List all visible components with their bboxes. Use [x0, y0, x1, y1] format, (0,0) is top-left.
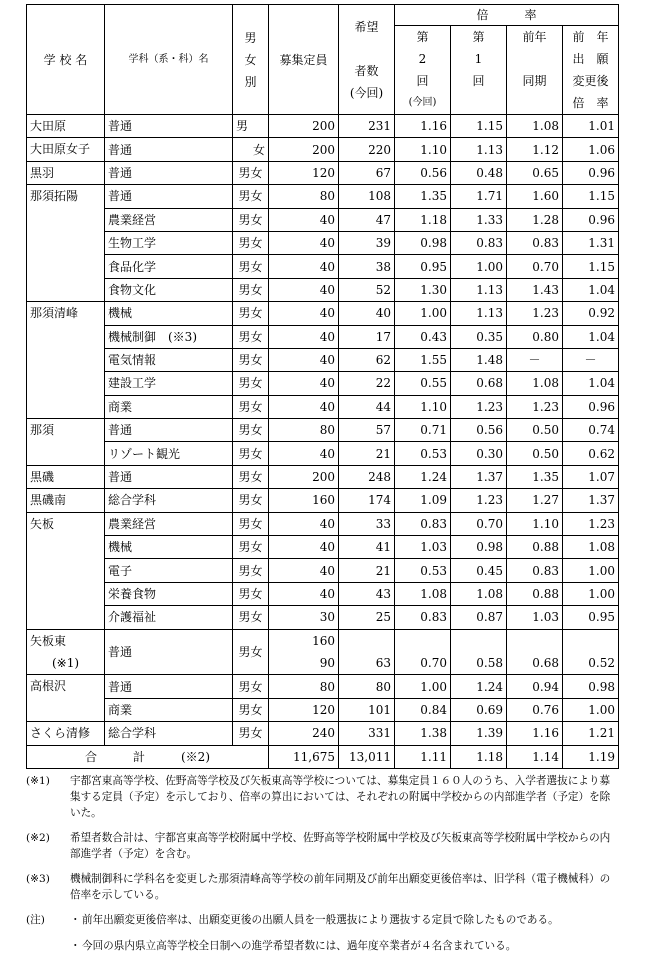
ratio-prev-change: 0.52	[563, 652, 619, 675]
ratio-round2: 1.00	[395, 675, 451, 698]
applicants: 108	[339, 185, 395, 208]
ratio-prev-change: 0.98	[563, 675, 619, 698]
ratio-round2: 0.84	[395, 698, 451, 721]
ratio-round1: 1.71	[451, 185, 507, 208]
gender: 男女	[233, 698, 269, 721]
applicants: 63	[339, 652, 395, 675]
footnote-item: ・ 前年出願変更後倍率は、出願変更後の出願人員を一般選抜により選抜する定員で除したものである。	[70, 913, 559, 926]
header-ratio: 倍 率	[395, 5, 619, 26]
ratio-round2: 0.70	[395, 652, 451, 675]
applicants: 21	[339, 442, 395, 465]
gender: 男女	[233, 419, 269, 442]
header-applicants: 希望 者数 (今回)	[339, 5, 395, 115]
ratio-round1: 0.30	[451, 442, 507, 465]
ratio-prev-change: 0.96	[563, 161, 619, 184]
applicants: 17	[339, 325, 395, 348]
ratio-round2: 0.56	[395, 161, 451, 184]
dept-name: 普通	[105, 419, 233, 442]
dept-name: 商業	[105, 698, 233, 721]
ratio-round1: 0.83	[451, 231, 507, 254]
total-capacity: 11,675	[269, 745, 339, 768]
school-name: 黒磯	[27, 465, 105, 488]
school-name: 黒磯南	[27, 489, 105, 512]
ratio-round1: 0.56	[451, 419, 507, 442]
gender: 男女	[233, 559, 269, 582]
ratio-prev-change: 1.15	[563, 255, 619, 278]
note-mark: (※1)	[26, 774, 50, 787]
applicants: 67	[339, 161, 395, 184]
applicants: 248	[339, 465, 395, 488]
ratio-prev: 0.83	[507, 231, 563, 254]
capacity: 120	[269, 161, 339, 184]
ratio-prev-change: 1.01	[563, 115, 619, 138]
applicants: 52	[339, 278, 395, 301]
ratio-prev: 0.88	[507, 536, 563, 559]
dept-name: 介護福祉	[105, 606, 233, 629]
ratio-round2: 1.24	[395, 465, 451, 488]
gender: 男女	[233, 325, 269, 348]
dept-name: 普通	[105, 185, 233, 208]
gender: 男女	[233, 489, 269, 512]
ratio-prev-change: 1.00	[563, 582, 619, 605]
dept-name: 農業経営	[105, 512, 233, 535]
ratio-prev-change: 1.31	[563, 231, 619, 254]
gender: 男女	[233, 536, 269, 559]
table-row	[27, 559, 619, 582]
ratio-round2: 0.83	[395, 606, 451, 629]
ratio-prev-change: 1.00	[563, 698, 619, 721]
ratio-round2: 1.09	[395, 489, 451, 512]
school-name: 高根沢	[27, 675, 105, 722]
table-total	[27, 745, 619, 768]
ratio-prev: 0.80	[507, 325, 563, 348]
gender: 男女	[233, 231, 269, 254]
capacity-selection: 90	[269, 652, 339, 675]
ratio-round2: 0.71	[395, 419, 451, 442]
ratio-prev: 0.83	[507, 559, 563, 582]
ratio-prev: 0.88	[507, 582, 563, 605]
ratio-round1: 1.24	[451, 675, 507, 698]
capacity: 40	[269, 231, 339, 254]
ratio-round1: 0.48	[451, 161, 507, 184]
capacity: 160	[269, 629, 339, 652]
ratio-prev-change: 1.08	[563, 536, 619, 559]
table-row	[27, 372, 619, 395]
capacity: 200	[269, 115, 339, 138]
header-school: 学 校 名	[27, 5, 105, 115]
capacity: 40	[269, 278, 339, 301]
table-row	[27, 161, 619, 184]
table-row	[27, 606, 619, 629]
header-gender: 男 女 別	[233, 5, 269, 115]
total-row	[27, 745, 619, 768]
table-row	[27, 208, 619, 231]
applicants: 220	[339, 138, 395, 161]
ratio-round2: 0.95	[395, 255, 451, 278]
applicants: 331	[339, 722, 395, 745]
school-name: 大田原女子	[27, 138, 105, 161]
ratio-round2: 1.10	[395, 395, 451, 418]
ratio-round1: 1.23	[451, 395, 507, 418]
applicants: 40	[339, 302, 395, 325]
table-row	[27, 698, 619, 721]
table-row	[27, 489, 619, 512]
gender: 男女	[233, 372, 269, 395]
gender: 男女	[233, 629, 269, 675]
total-round1: 1.18	[451, 745, 507, 768]
ratio-prev: 1.43	[507, 278, 563, 301]
table-row	[27, 582, 619, 605]
table-row	[27, 231, 619, 254]
ratio-prev-change: 1.04	[563, 325, 619, 348]
note-item	[26, 773, 618, 821]
table-row	[27, 138, 619, 161]
ratio-round2: 1.55	[395, 348, 451, 371]
applicants: 22	[339, 372, 395, 395]
ratio-prev: 1.23	[507, 302, 563, 325]
ratio-prev: 1.23	[507, 395, 563, 418]
note-text: 希望者数合計は、宇都宮東高等学校附属中学校、佐野高等学校附属中学校及び矢板東高等学校附属中学校からの内部進学者（予定）を含む。	[70, 831, 611, 860]
school-name: 黒羽	[27, 161, 105, 184]
ratio-round1: 1.33	[451, 208, 507, 231]
gender: 男女	[233, 465, 269, 488]
applicants: 80	[339, 675, 395, 698]
ratio-prev: 0.50	[507, 442, 563, 465]
ratio-prev-change: 1.00	[563, 559, 619, 582]
total-label: 合 計 (※2)	[27, 745, 269, 768]
ratio-round2: 1.18	[395, 208, 451, 231]
ratio-round2: 1.38	[395, 722, 451, 745]
capacity: 40	[269, 348, 339, 371]
table-row	[27, 465, 619, 488]
capacity: 40	[269, 372, 339, 395]
ratio-prev-change: 1.04	[563, 278, 619, 301]
note-item	[26, 830, 618, 862]
ratio-round1: 1.15	[451, 115, 507, 138]
gender: 男女	[233, 208, 269, 231]
ratio-prev-change: 1.21	[563, 722, 619, 745]
ratio-prev-change: 1.23	[563, 512, 619, 535]
dept-name: 普通	[105, 138, 233, 161]
ratio-prev-change: 1.04	[563, 372, 619, 395]
ratio-round2: 0.43	[395, 325, 451, 348]
ratio-round2: 0.53	[395, 559, 451, 582]
ratio-round1: 1.00	[451, 255, 507, 278]
ratio-prev-change: 1.07	[563, 465, 619, 488]
ratio-round2: 1.16	[395, 115, 451, 138]
applicants: 38	[339, 255, 395, 278]
ratio-prev: 1.12	[507, 138, 563, 161]
ratio-prev: 1.60	[507, 185, 563, 208]
capacity: 40	[269, 582, 339, 605]
applicants: 41	[339, 536, 395, 559]
document	[26, 4, 618, 963]
gender: 男女	[233, 348, 269, 371]
total-round2: 1.11	[395, 745, 451, 768]
table-row	[27, 325, 619, 348]
capacity: 40	[269, 325, 339, 348]
capacity: 30	[269, 606, 339, 629]
footnote-mark: (注)	[26, 913, 45, 926]
ratio-round1: 1.37	[451, 465, 507, 488]
ratio-round2: 1.10	[395, 138, 451, 161]
header-prev-year: 前年 同期	[507, 26, 563, 115]
ratio-prev-change: 0.96	[563, 208, 619, 231]
gender: 男女	[233, 302, 269, 325]
note-text: 宇都宮東高等学校、佐野高等学校及び矢板東高等学校については、募集定員１６０人のうち、入学者選抜により募集する定員（予定）を示しており、倍率の算出においては、それぞれの附属中学校からの内部進学者（予定）を除いた。	[70, 774, 611, 819]
table-row	[27, 348, 619, 371]
ratio-prev: 1.08	[507, 115, 563, 138]
capacity: 40	[269, 559, 339, 582]
dept-name: 普通	[105, 115, 233, 138]
note-mark: (※2)	[26, 831, 50, 844]
table-row	[27, 536, 619, 559]
ratio-prev: 0.65	[507, 161, 563, 184]
dept-name: 普通	[105, 629, 233, 675]
note-text: 機械制御科に学科名を変更した那須清峰高等学校の前年同期及び前年出願変更後倍率は、旧学科（電子機械科）の倍率を示している。	[70, 872, 611, 901]
ratio-prev: 1.28	[507, 208, 563, 231]
table-row	[27, 442, 619, 465]
capacity: 120	[269, 698, 339, 721]
school-name: 大田原	[27, 115, 105, 138]
dept-name: 建設工学	[105, 372, 233, 395]
table-row	[27, 255, 619, 278]
applicants: 25	[339, 606, 395, 629]
gender: 男女	[233, 722, 269, 745]
capacity: 40	[269, 512, 339, 535]
applicants: 44	[339, 395, 395, 418]
table-body	[27, 115, 619, 630]
dept-name: 機械	[105, 536, 233, 559]
header-round1: 第 1 回	[451, 26, 507, 115]
ratio-round1: 0.35	[451, 325, 507, 348]
ratio-prev-change: 0.96	[563, 395, 619, 418]
header-dept: 学科（系・科）名	[105, 5, 233, 115]
ratio-round1: 0.58	[451, 652, 507, 675]
ratio-round2: 1.03	[395, 536, 451, 559]
gender: 男女	[233, 512, 269, 535]
table-body-2	[27, 675, 619, 745]
gender: 男女	[233, 675, 269, 698]
gender: 男女	[233, 606, 269, 629]
applicants: 21	[339, 559, 395, 582]
table-row	[27, 419, 619, 442]
note-item	[26, 871, 618, 903]
dept-name: 総合学科	[105, 489, 233, 512]
applicants: 101	[339, 698, 395, 721]
table-row	[27, 675, 619, 698]
capacity: 240	[269, 722, 339, 745]
header-prev-change: 前 年 出 願 変更後 倍 率	[563, 26, 619, 115]
gender: 男女	[233, 395, 269, 418]
applicants: 43	[339, 582, 395, 605]
capacity: 80	[269, 675, 339, 698]
dept-name: 農業経営	[105, 208, 233, 231]
ratio-prev: 0.68	[507, 652, 563, 675]
applicants: 57	[339, 419, 395, 442]
header-capacity: 募集定員	[269, 5, 339, 115]
gender: 男女	[233, 582, 269, 605]
table-row	[27, 512, 619, 535]
ratio-round1: 1.13	[451, 302, 507, 325]
ratio-prev: 1.16	[507, 722, 563, 745]
capacity: 200	[269, 465, 339, 488]
ratio-prev-change: 1.15	[563, 185, 619, 208]
ratio-prev: 0.76	[507, 698, 563, 721]
applicants: 39	[339, 231, 395, 254]
dept-name: 機械	[105, 302, 233, 325]
ratio-round1: 1.13	[451, 138, 507, 161]
ratio-round1: 1.13	[451, 278, 507, 301]
gender: 男女	[233, 161, 269, 184]
school-note: (※1)	[27, 652, 105, 675]
applicants: 47	[339, 208, 395, 231]
ratio-prev: 0.70	[507, 255, 563, 278]
ratio-round2: 0.55	[395, 372, 451, 395]
dept-name: 普通	[105, 465, 233, 488]
dept-name: 栄養食物	[105, 582, 233, 605]
dept-name: 総合学科	[105, 722, 233, 745]
capacity: 40	[269, 395, 339, 418]
dept-name: 商業	[105, 395, 233, 418]
ratio-round1: 0.45	[451, 559, 507, 582]
ratio-round2: 1.08	[395, 582, 451, 605]
capacity: 40	[269, 302, 339, 325]
total-prev: 1.14	[507, 745, 563, 768]
gender: 男女	[233, 442, 269, 465]
table-row	[27, 185, 619, 208]
total-applicants: 13,011	[339, 745, 395, 768]
dept-name: 普通	[105, 161, 233, 184]
ratio-prev-change: 0.74	[563, 419, 619, 442]
capacity: 80	[269, 185, 339, 208]
ratio-prev: 1.03	[507, 606, 563, 629]
applicants: 33	[339, 512, 395, 535]
note-mark: (※3)	[26, 872, 50, 885]
table-row	[27, 278, 619, 301]
school-name: さくら清修	[27, 722, 105, 745]
ratio-prev: 0.94	[507, 675, 563, 698]
dept-name: リゾート観光	[105, 442, 233, 465]
capacity: 40	[269, 208, 339, 231]
table-row	[27, 722, 619, 745]
ratio-round1: 0.69	[451, 698, 507, 721]
ratio-prev: 0.50	[507, 419, 563, 442]
ratio-round1: 0.70	[451, 512, 507, 535]
ratio-round1: 0.68	[451, 372, 507, 395]
ratio-round2: 0.83	[395, 512, 451, 535]
capacity: 40	[269, 442, 339, 465]
ratio-prev-change: 0.95	[563, 606, 619, 629]
dept-name: 食物文化	[105, 278, 233, 301]
ratio-prev-change: －	[563, 348, 619, 371]
gender: 男女	[233, 255, 269, 278]
admission-ratio-table	[26, 4, 619, 769]
ratio-prev: 1.27	[507, 489, 563, 512]
dept-name: 普通	[105, 675, 233, 698]
dept-name: 電子	[105, 559, 233, 582]
school-name: 矢板	[27, 512, 105, 629]
school-name: 那須拓陽	[27, 185, 105, 302]
ratio-round2: 1.35	[395, 185, 451, 208]
ratio-round2: 0.98	[395, 231, 451, 254]
gender: 男女	[233, 278, 269, 301]
table-row	[27, 395, 619, 418]
ratio-round2: 1.30	[395, 278, 451, 301]
dept-name: 食品化学	[105, 255, 233, 278]
ratio-round1: 0.87	[451, 606, 507, 629]
ratio-round1: 1.08	[451, 582, 507, 605]
ratio-round1: 0.98	[451, 536, 507, 559]
ratio-prev: 1.10	[507, 512, 563, 535]
dept-name: 電気情報	[105, 348, 233, 371]
gender: 男女	[233, 185, 269, 208]
table-row	[27, 629, 619, 652]
applicants: 231	[339, 115, 395, 138]
ratio-round1: 1.48	[451, 348, 507, 371]
ratio-round1: 1.39	[451, 722, 507, 745]
capacity: 40	[269, 255, 339, 278]
ratio-prev-change: 0.92	[563, 302, 619, 325]
capacity: 160	[269, 489, 339, 512]
gender: 女	[233, 138, 269, 161]
table-body-yaitahigashi	[27, 629, 619, 675]
footnote	[26, 912, 618, 954]
ratio-round2: 1.00	[395, 302, 451, 325]
ratio-prev: 1.08	[507, 372, 563, 395]
applicants: 62	[339, 348, 395, 371]
ratio-prev: －	[507, 348, 563, 371]
capacity: 40	[269, 536, 339, 559]
table-row	[27, 302, 619, 325]
ratio-round1: 1.23	[451, 489, 507, 512]
table-row	[27, 115, 619, 138]
school-name: 那須清峰	[27, 302, 105, 419]
capacity: 80	[269, 419, 339, 442]
header-round2: 第 2 回 (今回)	[395, 26, 451, 115]
dept-name: 機械制御 (※3)	[105, 325, 233, 348]
total-prev-change: 1.19	[563, 745, 619, 768]
ratio-prev-change: 0.62	[563, 442, 619, 465]
school-name: 那須	[27, 419, 105, 466]
applicants: 174	[339, 489, 395, 512]
notes	[26, 773, 618, 954]
ratio-prev: 1.35	[507, 465, 563, 488]
capacity: 200	[269, 138, 339, 161]
ratio-round2: 0.53	[395, 442, 451, 465]
ratio-prev-change: 1.37	[563, 489, 619, 512]
footnote-item: ・ 今回の県内県立高等学校全日制への進学希望者数には、過年度卒業者が４名含まれている。	[70, 939, 517, 952]
school-name: 矢板東	[27, 629, 105, 652]
dept-name: 生物工学	[105, 231, 233, 254]
gender: 男	[233, 115, 269, 138]
ratio-prev-change: 1.06	[563, 138, 619, 161]
